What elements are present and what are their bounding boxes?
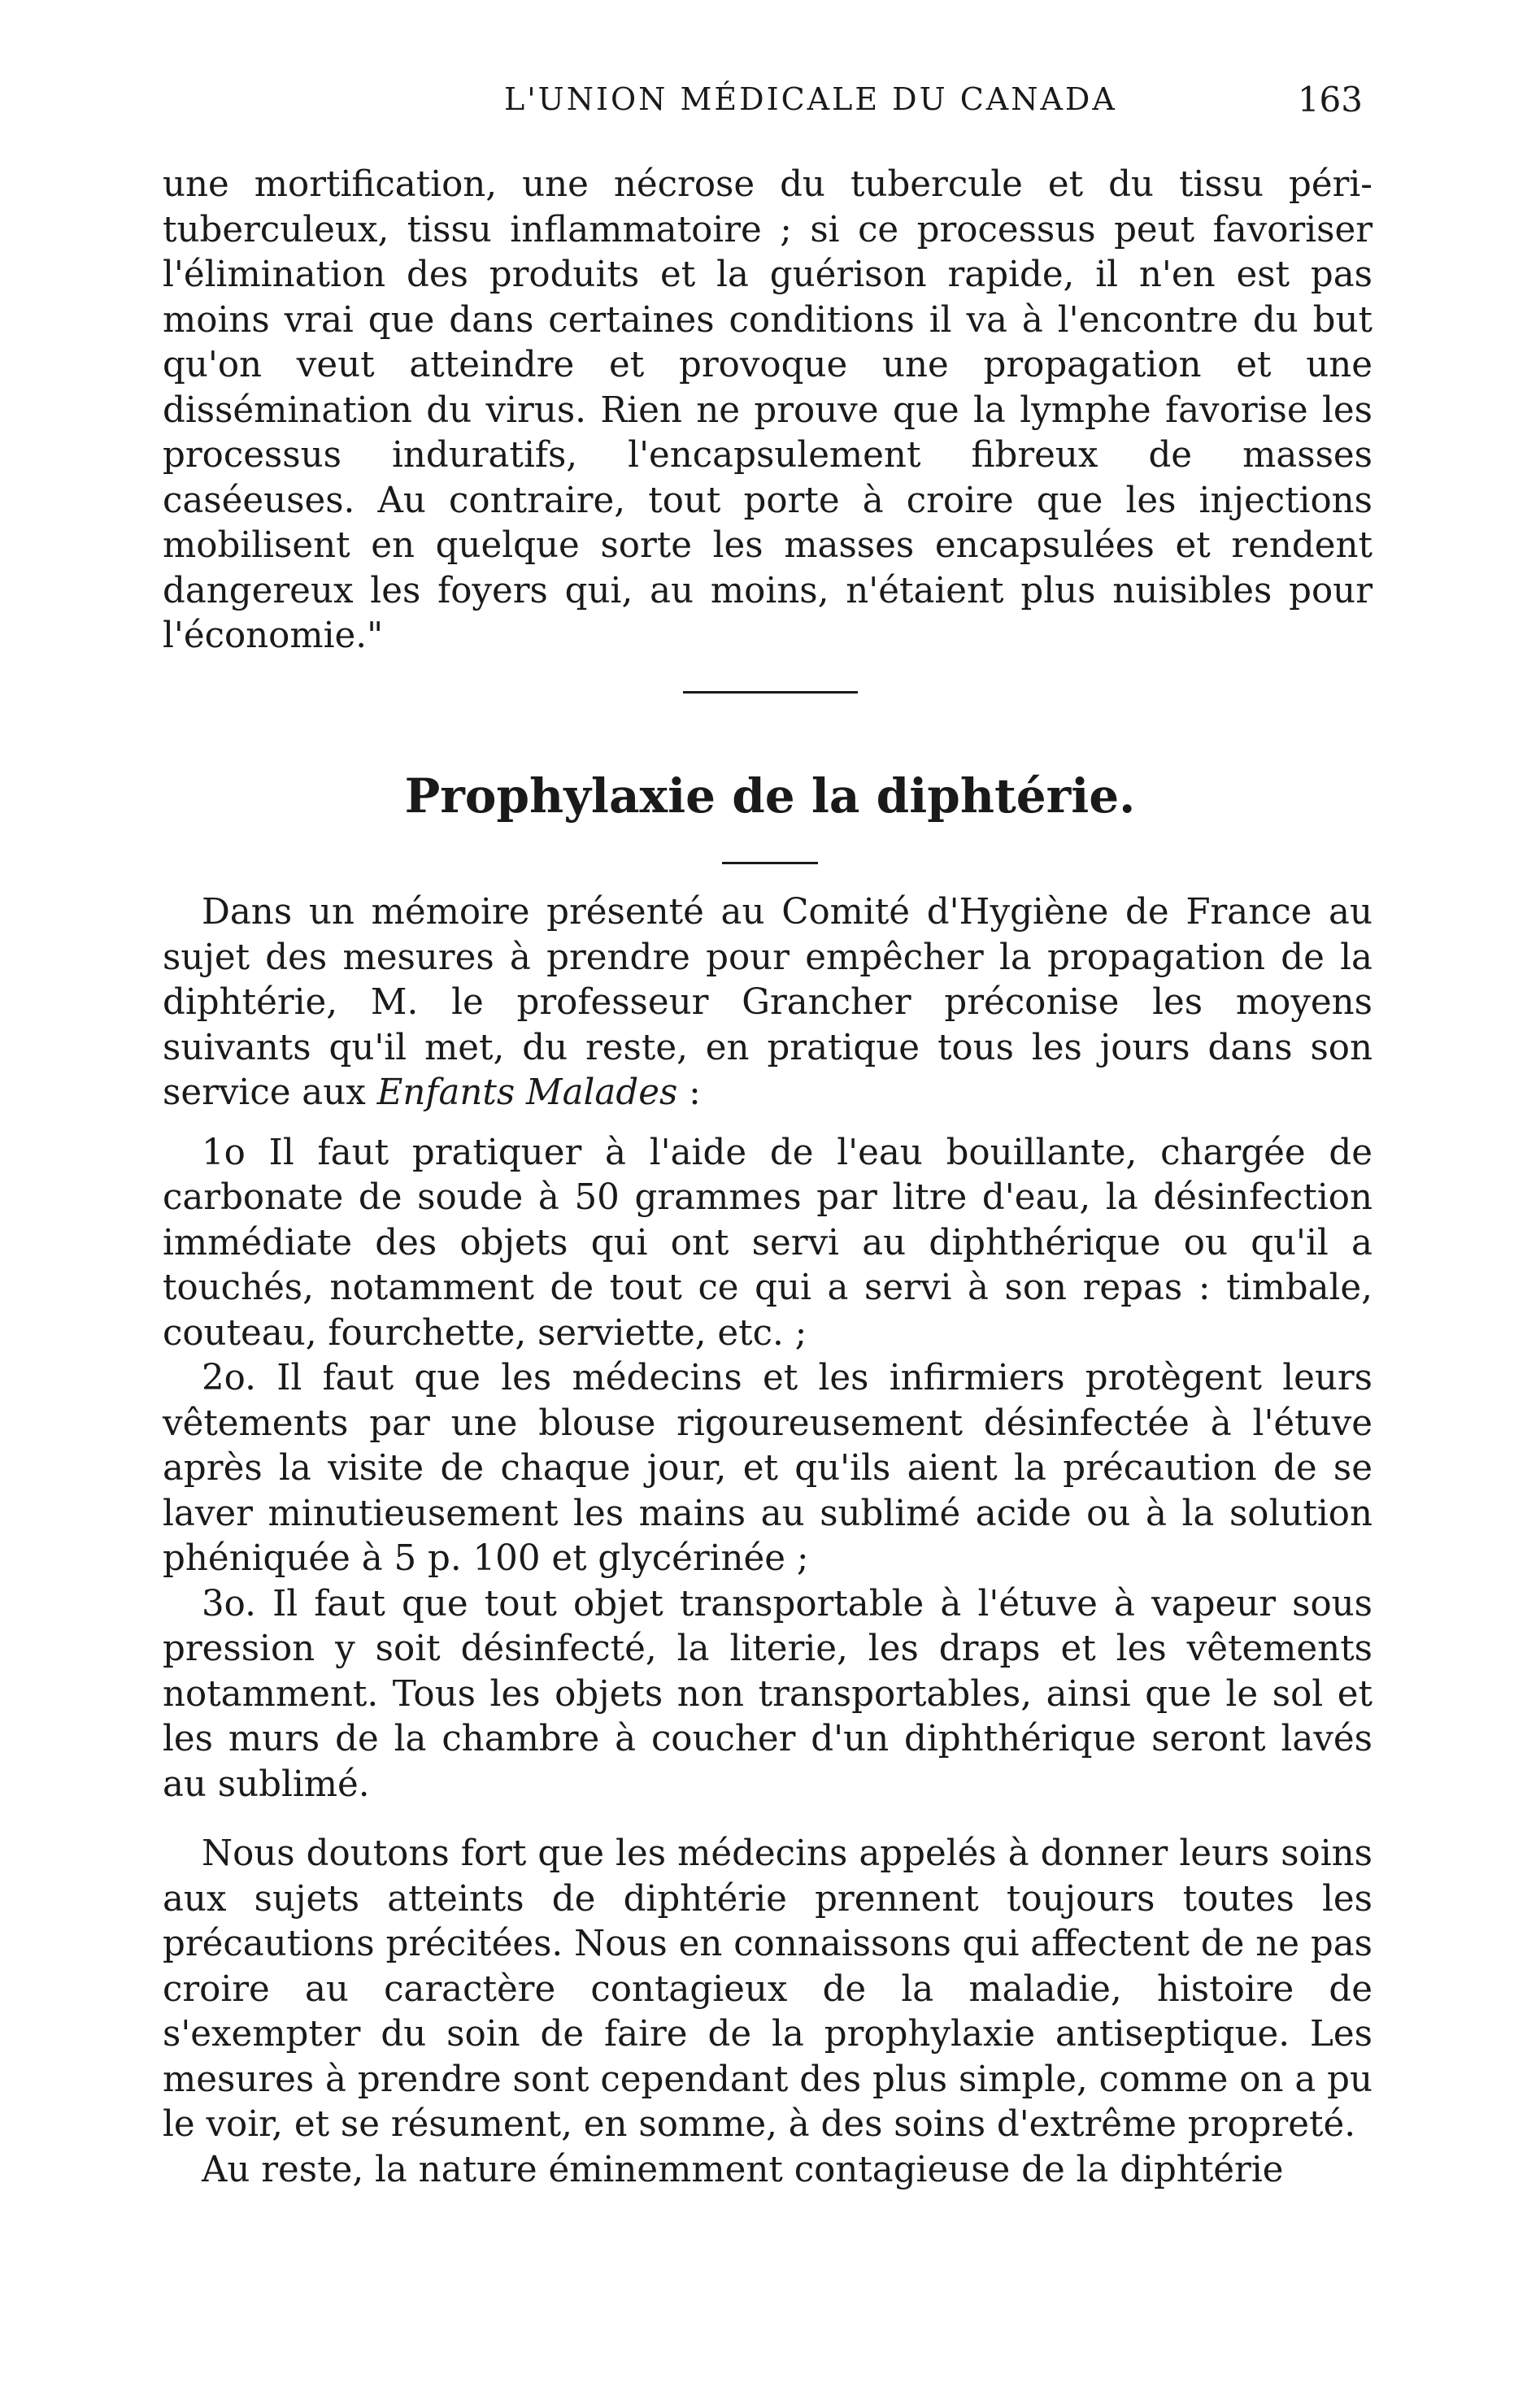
hospital-name: Enfants Malades: [376, 1072, 678, 1113]
intro-paragraph: une mortification, une nécrose du tubercule et du tissu péri-tuberculeux, tissu inflammatoire ; si ce processus peut favoriser l'élimination des produits et la guérison rapide, il n'en est pas moins vrai que dans certaines conditions il va à l'encontre du but qu'on veut atteindre et provoque une propagation et une dissémination du virus. Rien ne prouve que la lymphe favorise les processus induratifs, l'encapsulement fibreux de masses caséeuses. Au contraire, tout porte à croire que les injections mobilisent en quelque sorte les masses encapsulées et rendent dangereux les foyers qui, au moins, n'étaient plus nuisibles pour l'économie.": [163, 164, 1373, 656]
intro-text-after: :: [677, 1072, 701, 1113]
running-title: L'UNION MÉDICALE DU CANADA: [504, 81, 1117, 117]
section-body: [163, 890, 1373, 2193]
measure-1: 1o Il faut pratiquer à l'aide de l'eau bouillante, chargée de carbonate de soude à 50 grammes par litre d'eau, la désinfection immédiate des objets qui ont servi au diphthérique ou qu'il a touchés, notamment de tout ce qui a servi à son repas : timbale, couteau, fourchette, serviette, etc. ;: [163, 1132, 1373, 1354]
closing-paragraph-2: Au reste, la nature éminemment contagieuse de la diphtérie: [202, 2149, 1284, 2190]
intro-text-before: Dans un mémoire présenté au Comité d'Hygiène de France au sujet des mesures à prendre pour empêcher la propagation de la diphtérie, M. le professeur Grancher préconise les moyens suivants qu'il met, du reste, en pratique tous les jours dans son service aux: [163, 892, 1373, 1113]
page-number: 163: [1297, 80, 1363, 120]
intro-measures-paragraph: [163, 890, 1373, 1116]
measure-2: 2o. Il faut que les médecins et les infirmiers protègent leurs vêtements par une blouse rigoureusement désinfectée à l'étuve après la visite de chaque jour, et qu'ils aient la précaution de se laver minutieusement les mains au sublimé acide ou à la solution phéniquée à 5 p. 100 et glycérinée ;: [163, 1358, 1373, 1579]
intro-block: [163, 163, 1373, 659]
measure-3: 3o. Il faut que tout objet transportable à l'étuve à vapeur sous pression y soit désinfecté, la literie, les draps et les vêtements notamment. Tous les objets non transportables, ainsi que le sol et les murs de la chambre à coucher d'un diphthérique seront lavés au sublimé.: [163, 1583, 1373, 1805]
closing-paragraph-1: Nous doutons fort que les médecins appelés à donner leurs soins aux sujets atteints de diphtérie prennent toujours toutes les précautions précitées. Nous en connaissons qui affectent de ne pas croire au caractère contagieux de la maladie, histoire de s'exempter du soin de faire de la prophylaxie antiseptique. Les mesures à prendre sont cependant des plus simple, comme on a pu le voir, et se résument, en somme, à des soins d'extrême propreté.: [163, 1833, 1373, 2145]
section-title: Prophylaxie de la diphtérie.: [404, 768, 1136, 824]
title-underline-rule: [722, 862, 818, 864]
section-divider: [683, 691, 858, 694]
